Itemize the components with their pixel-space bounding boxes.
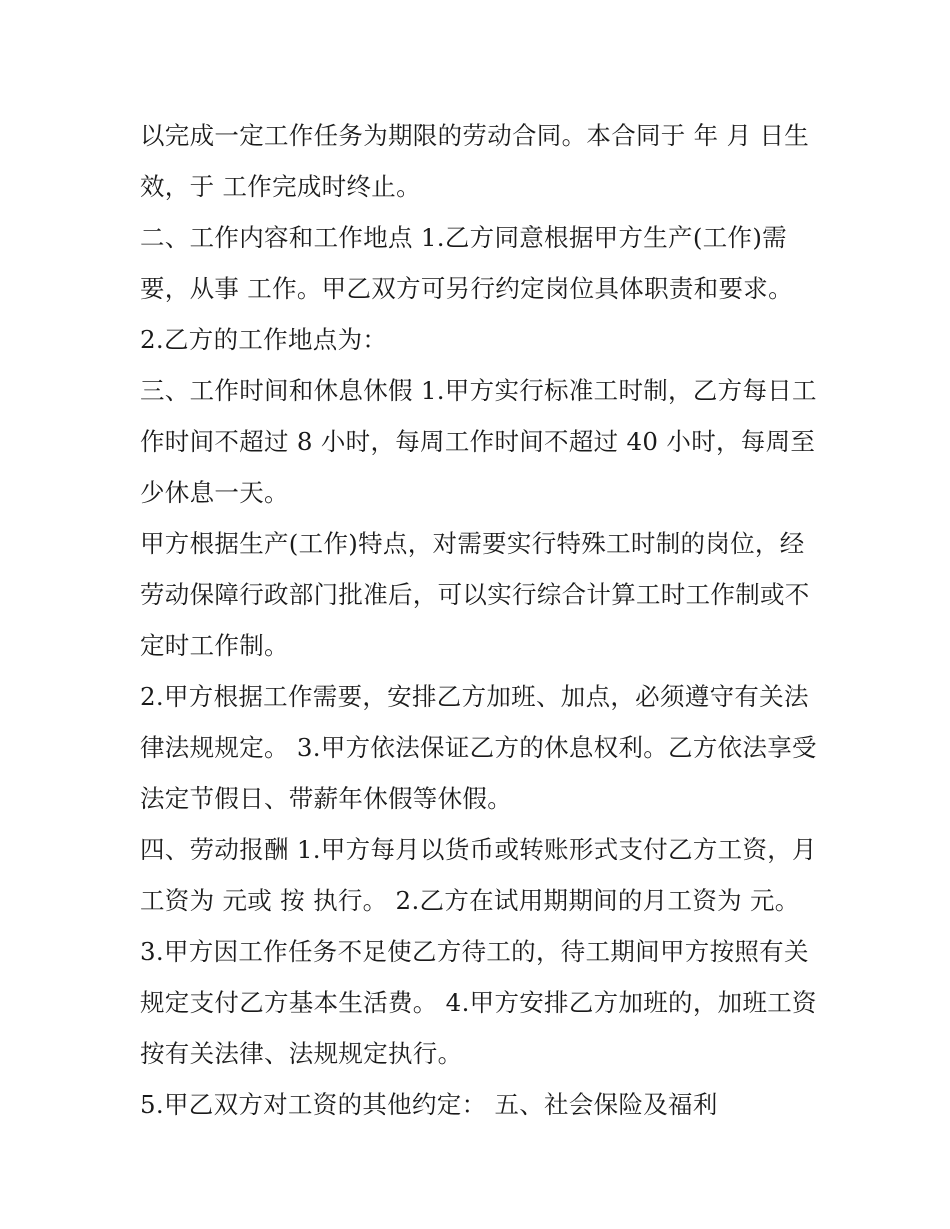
text-line: 2.乙方的工作地点为： xyxy=(140,325,388,354)
contract-text-body xyxy=(140,110,830,1130)
text-line: 规定支付乙方基本生活费。 4.甲方安排乙方加班的，加班工资 xyxy=(140,988,817,1017)
text-line: 定时工作制。 xyxy=(140,631,289,660)
text-line: 律法规规定。 3.甲方依法保证乙方的休息权利。乙方依法享受 xyxy=(140,733,817,762)
section-heading-line: 三、工作时间和休息休假 1.甲方实行标准工时制，乙方每日工 xyxy=(140,376,817,405)
section-heading-line: 二、工作内容和工作地点 1.乙方同意根据甲方生产(工作)需 xyxy=(140,223,787,252)
text-line: 作时间不超过 8 小时，每周工作时间不超过 40 小时，每周至 xyxy=(140,427,816,456)
text-line: 按有关法律、法规规定执行。 xyxy=(140,1039,463,1068)
text-line: 3.甲方因工作任务不足使乙方待工的，待工期间甲方按照有关 xyxy=(140,937,809,966)
text-line: 劳动保障行政部门批准后，可以实行综合计算工时工作制或不 xyxy=(140,580,810,609)
text-line: 甲方根据生产(工作)特点，对需要实行特殊工时制的岗位，经 xyxy=(140,529,805,558)
text-line: 2.甲方根据工作需要，安排乙方加班、加点，必须遵守有关法 xyxy=(140,682,809,711)
section-heading-line: 5.甲乙双方对工资的其他约定： 五、社会保险及福利 xyxy=(140,1090,718,1119)
text-line: 工资为 元或 按 执行。 2.乙方在试用期期间的月工资为 元。 xyxy=(140,886,800,915)
text-line: 以完成一定工作任务为期限的劳动合同。本合同于 年 月 日生 xyxy=(140,121,810,150)
text-line: 效，于 工作完成时终止。 xyxy=(140,172,421,201)
text-line: 少休息一天。 xyxy=(140,478,289,507)
text-line: 要，从事 工作。甲乙双方可另行约定岗位具体职责和要求。 xyxy=(140,274,793,303)
section-heading-line: 四、劳动报酬 1.甲方每月以货币或转账形式支付乙方工资，月 xyxy=(140,835,817,864)
text-line: 法定节假日、带薪年休假等休假。 xyxy=(140,784,512,813)
